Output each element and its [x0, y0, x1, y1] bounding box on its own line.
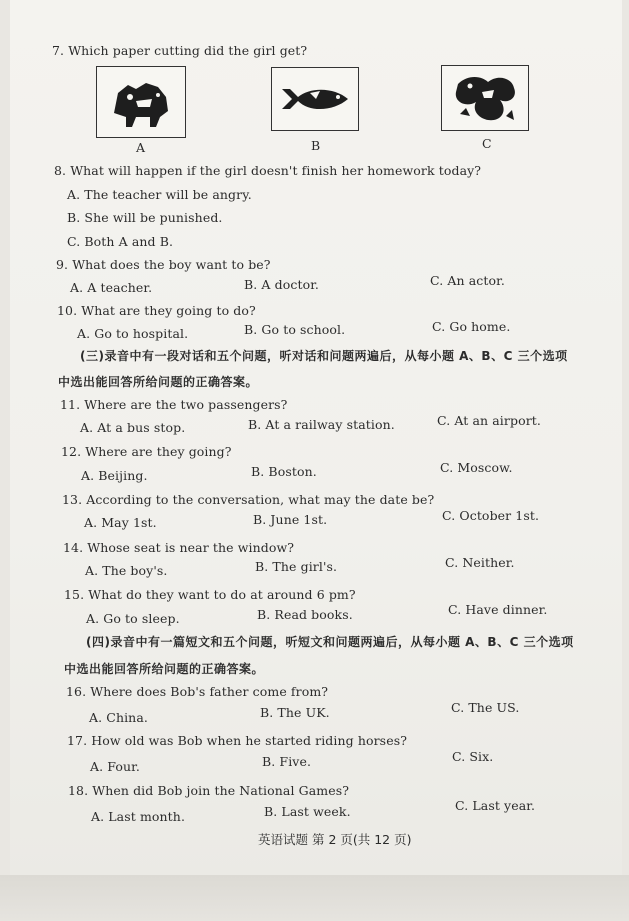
- q12-option-b: B. Boston.: [251, 464, 317, 479]
- q13-option-a: A. May 1st.: [84, 515, 157, 530]
- section-3-instruction-line2: 中选出能回答所给问题的正确答案。: [58, 375, 259, 389]
- q14-option-b: B. The girl's.: [255, 559, 338, 574]
- q13-option-c: C. October 1st.: [442, 508, 540, 523]
- q16-option-c: C. The US.: [451, 700, 520, 715]
- page-edge: [0, 875, 629, 921]
- q9-option-a: A. A teacher.: [70, 280, 153, 295]
- q8-option-c: C. Both A and B.: [67, 234, 174, 249]
- q18-option-c: C. Last year.: [455, 798, 536, 813]
- q16-option-a: A. China.: [89, 710, 148, 725]
- q11-option-b: B. At a railway station.: [248, 417, 395, 432]
- option-label-c: C: [482, 136, 492, 151]
- paper-cutting-b: [271, 67, 359, 131]
- paper-cutting-c: [441, 65, 529, 131]
- q13-option-b: B. June 1st.: [253, 512, 328, 527]
- question-7: 7. Which paper cutting did the girl get?: [52, 43, 308, 58]
- question-13: 13. According to the conversation, what may the date be?: [62, 492, 435, 507]
- q17-option-c: C. Six.: [452, 749, 494, 764]
- q8-option-b: B. She will be punished.: [67, 210, 223, 225]
- q18-option-a: A. Last month.: [91, 809, 186, 824]
- option-label-a: A: [136, 140, 146, 155]
- q16-option-b: B. The UK.: [260, 705, 330, 720]
- fish-cutting-icon: [276, 79, 354, 119]
- q17-option-b: B. Five.: [262, 754, 312, 769]
- q10-option-a: A. Go to hospital.: [77, 326, 189, 341]
- dragon-cutting-icon: [448, 70, 522, 126]
- question-17: 17. How old was Bob when he started riding horses?: [67, 733, 408, 748]
- section-3-instruction-line1: (三)录音中有一段对话和五个问题，听对话和问题两遍后，从每小题 A、B、C 三个选项: [80, 349, 568, 363]
- question-14: 14. Whose seat is near the window?: [63, 540, 295, 555]
- q10-option-c: C. Go home.: [432, 319, 511, 334]
- question-10: 10. What are they going to do?: [57, 303, 256, 318]
- question-18: 18. When did Bob join the National Games?: [68, 783, 350, 798]
- q15-option-a: A. Go to sleep.: [86, 611, 180, 626]
- tiger-cutting-icon: [106, 73, 176, 131]
- paper-cutting-a: [96, 66, 186, 138]
- q10-option-b: B. Go to school.: [244, 322, 346, 337]
- question-9: 9. What does the boy want to be?: [56, 257, 271, 272]
- question-15: 15. What do they want to do at around 6 pm?: [64, 587, 356, 602]
- q11-option-c: C. At an airport.: [437, 413, 541, 428]
- q15-option-b: B. Read books.: [257, 607, 353, 622]
- section-4-instruction-line2: 中选出能回答所给问题的正确答案。: [64, 662, 265, 676]
- q12-option-a: A. Beijing.: [81, 468, 148, 483]
- page-footer: 英语试题 第 2 页(共 12 页): [258, 832, 412, 847]
- q8-option-a: A. The teacher will be angry.: [67, 187, 252, 202]
- q14-option-a: A. The boy's.: [85, 563, 168, 578]
- q14-option-c: C. Neither.: [445, 555, 515, 570]
- q9-option-b: B. A doctor.: [244, 277, 319, 292]
- question-12: 12. Where are they going?: [61, 444, 232, 459]
- q11-option-a: A. At a bus stop.: [80, 420, 186, 435]
- question-8: 8. What will happen if the girl doesn't finish her homework today?: [54, 163, 482, 178]
- option-label-b: B: [311, 138, 321, 153]
- q18-option-b: B. Last week.: [264, 804, 351, 819]
- question-16: 16. Where does Bob's father come from?: [66, 684, 329, 699]
- q12-option-c: C. Moscow.: [440, 460, 513, 475]
- section-4-instruction-line1: (四)录音中有一篇短文和五个问题，听短文和问题两遍后，从每小题 A、B、C 三个选项: [86, 635, 574, 649]
- q15-option-c: C. Have dinner.: [448, 602, 548, 617]
- q17-option-a: A. Four.: [90, 759, 140, 774]
- q9-option-c: C. An actor.: [430, 273, 505, 288]
- question-11: 11. Where are the two passengers?: [60, 397, 288, 412]
